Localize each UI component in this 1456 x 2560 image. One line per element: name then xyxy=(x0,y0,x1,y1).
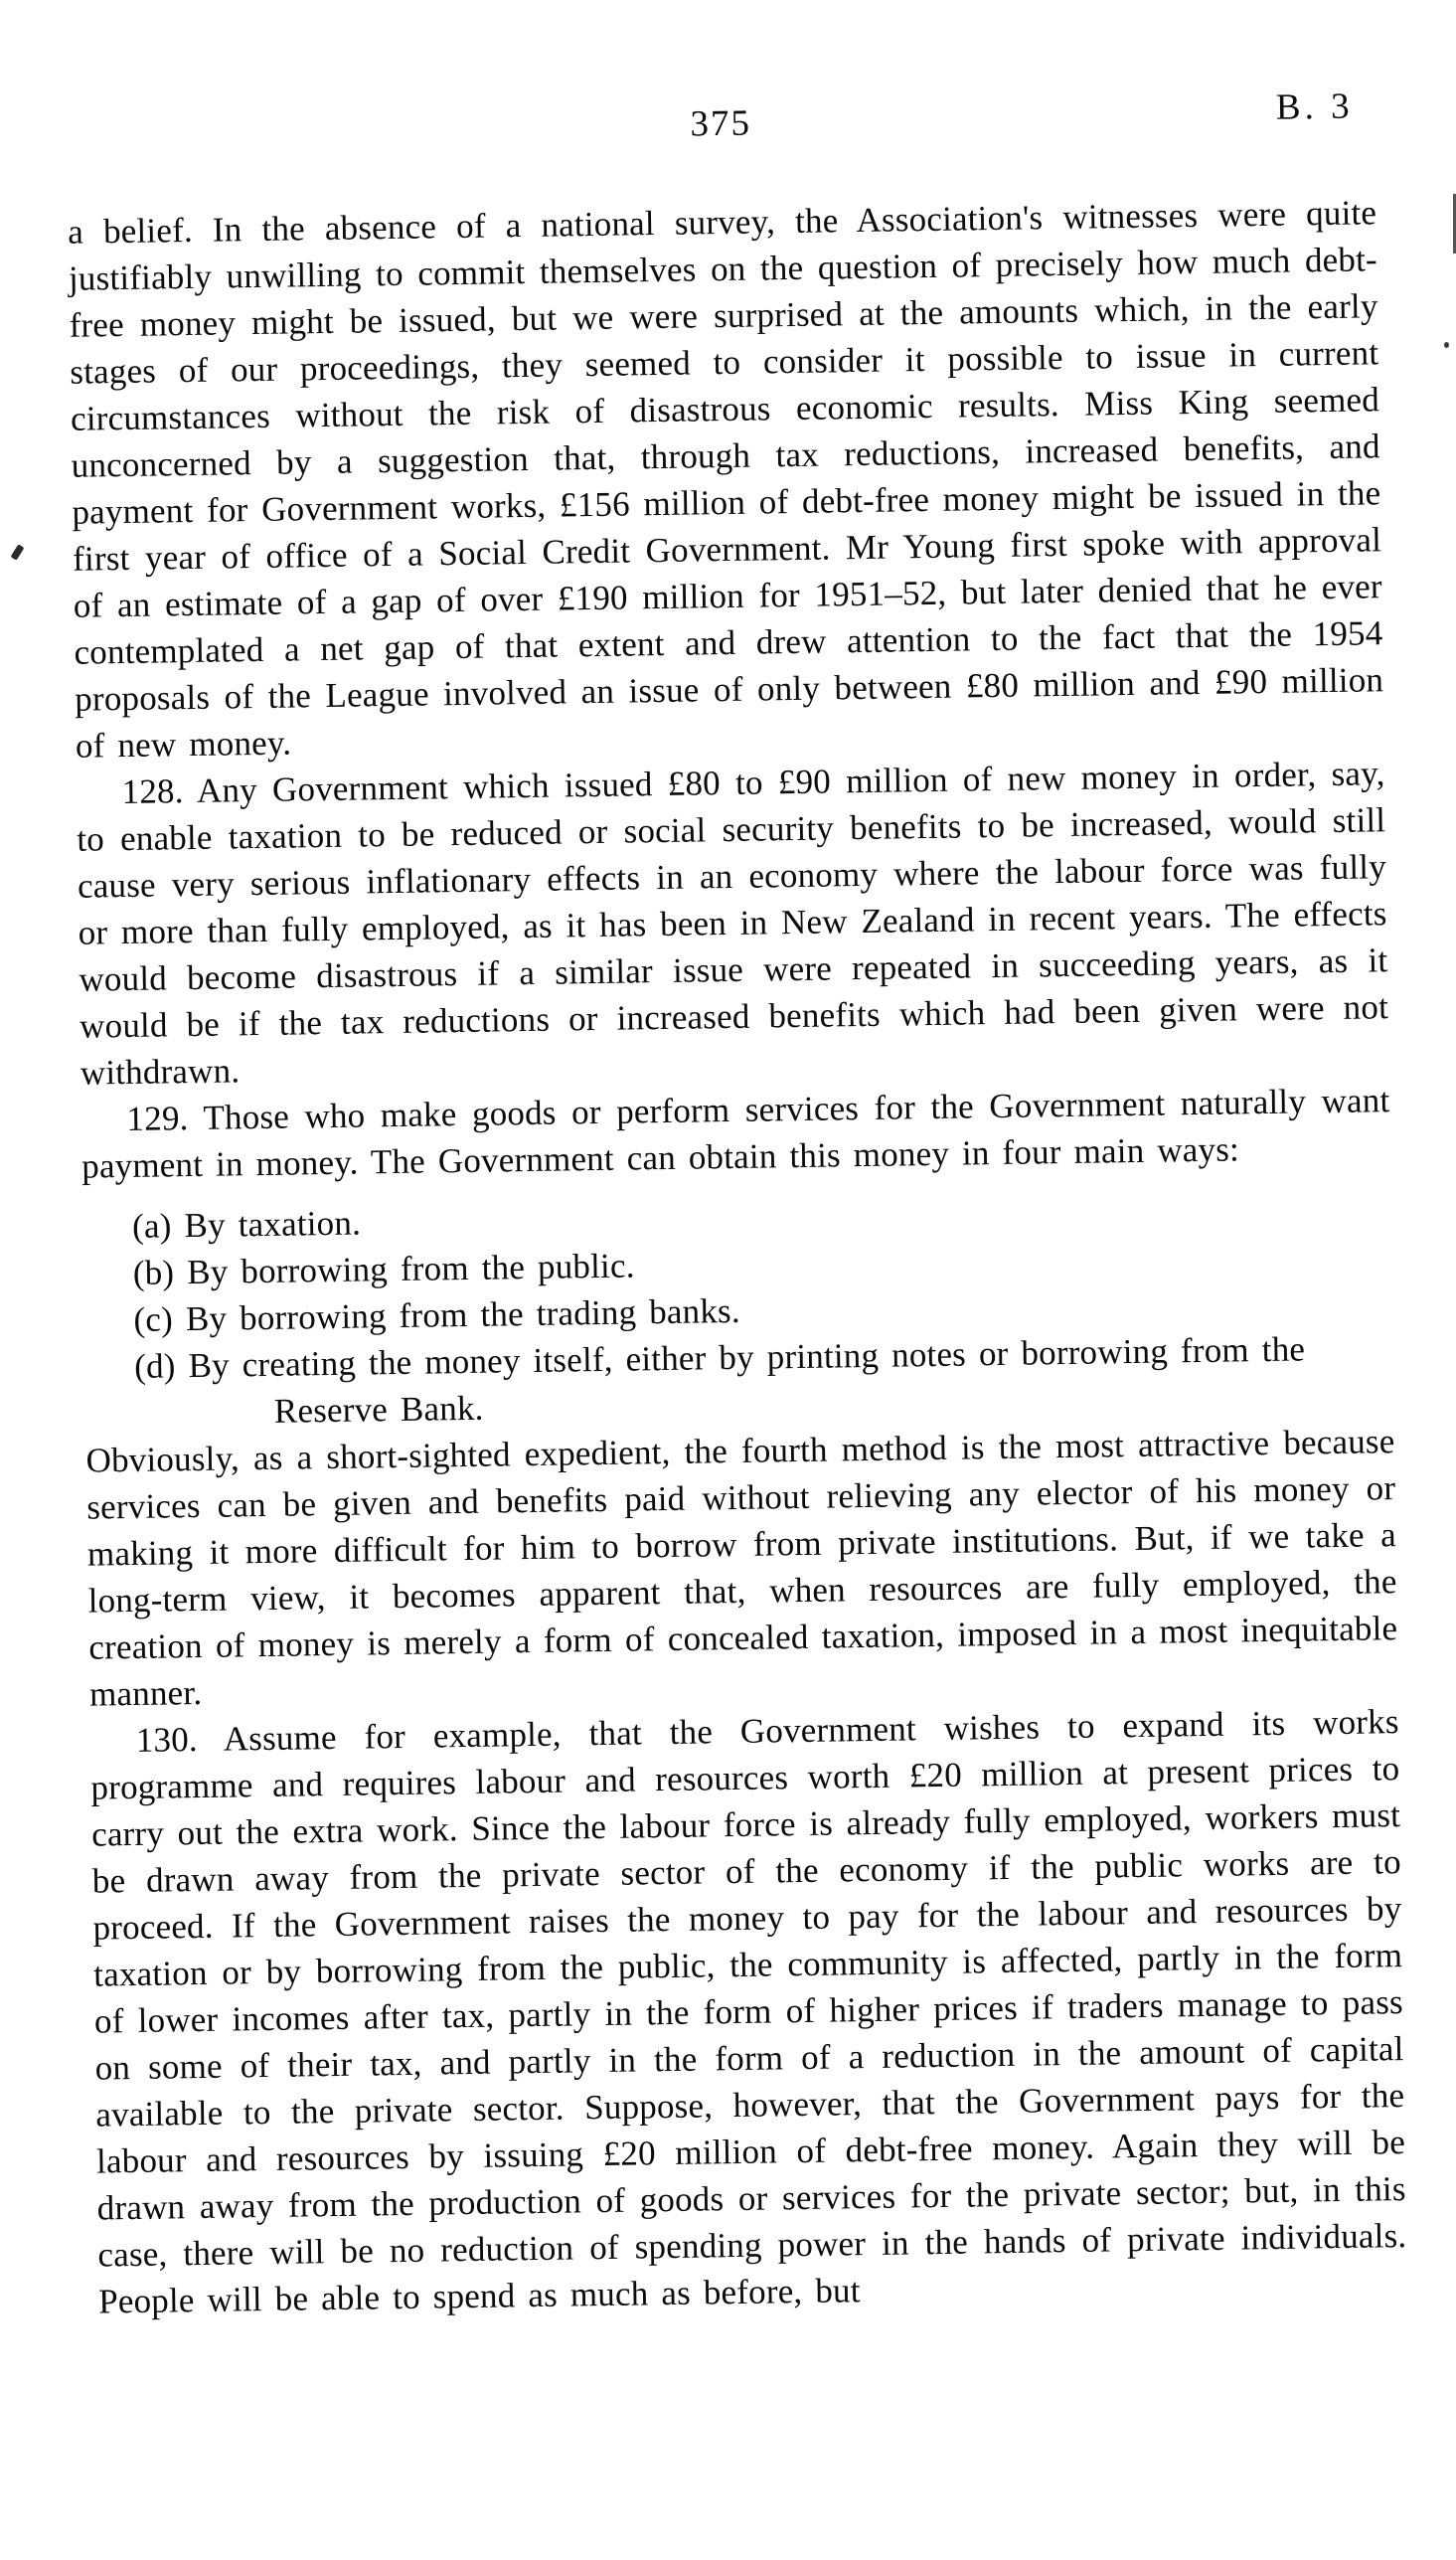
page-header xyxy=(66,85,1375,157)
section-reference: B. 3 xyxy=(1275,85,1354,128)
paragraph-128: 128. Any Government which issued £80 to £90 million of new money in order, say, to enable taxation to be reduced or social security benefits to be increased, would still cause very serious inflationary effects in an economy where the labour force was fully or more than fully employed, as it has been in New Zealand in recent years. The effects would become disastrous if a similar issue were repeated in succeeding years, as it would be if the tax reductions or increased benefits which had been given were not withdrawn. xyxy=(77,754,1389,1093)
paragraph-fourth-method: Obviously, as a short-sighted expedient, the fourth method is the most attractive because services can be given and benefits paid without relieving any elector of his money or making it more difficult for him to borrow from private institutions. But, if we take a long-term view, it becomes apparent that, when resources are fully employed, the creation of money is merely a form of concealed taxation, imposed in a most inequitable manner. xyxy=(85,1422,1398,1714)
paragraph-129: 129. Those who make goods or perform services for the Government naturally want payment in money. The Government can obtain this money in four main ways: xyxy=(81,1081,1390,1186)
list-item-label: (a) xyxy=(131,1206,172,1246)
paragraph-continuation: a belief. In the absence of a national survey, the Association's witnesses were quite justifiably unwilling to commit themselves on the question of precisely how much debt-free money might be issued, but we were surprised at the amounts which, in the early stages of our proceedings, they seemed to consider it possible to issue in current circumstances without the risk of disastrous economic results. Miss King seemed unconcerned by a suggestion that, through tax reductions, increased benefits, and payment for Government works, £156 million of debt-free money might be issued in the first year of office of a Social Credit Government. Mr Young first spoke with approval of an estimate of a gap of over £190 million for 1951–52, but later denied that he ever contemplated a net gap of that extent and drew attention to the fact that the 1954 proposals of the League involved an issue of only between £80 million and £90 million of new money. xyxy=(67,193,1384,766)
page-number: 375 xyxy=(690,102,752,145)
list-item-label: (b) xyxy=(132,1253,175,1292)
list-item-label: (d) xyxy=(133,1346,176,1386)
list-item-text: By borrowing from the public. xyxy=(186,1246,635,1292)
list-item-text: By creating the money itself, either by printing notes or borrowing from the Reserve Bank. xyxy=(188,1329,1306,1431)
funding-methods-list xyxy=(82,1184,1394,1438)
list-item-text: By taxation. xyxy=(184,1203,362,1246)
paragraph-130: 130. Assume for example, that the Government wishes to expand its works programme and requires labour and resources worth £20 million at present prices to carry out the extra work. Since the labour force is already fully employed, workers must be drawn away from the private sector of the economy if the public works are to proceed. If the Government raises the money to pay for the labour and resources by taxation or by borrowing from the public, the community is affected, partly in the form of lower incomes after tax, partly in the form of higher prices if traders manage to pass on some of their tax, and partly in the form of a reduction in the amount of capital available to the private sector. Suppose, however, that the Government pays for the labour and resources by issuing £20 million of debt-free money. Again they will be drawn away from the production of goods or services for the private sector; but, in this case, there will be no reduction of spending power in the hands of private individuals. People will be able to spend as much as before, but xyxy=(90,1702,1407,2321)
page-body xyxy=(68,189,1407,2324)
list-item-text: By borrowing from the trading banks. xyxy=(185,1290,741,1339)
list-item-label: (c) xyxy=(133,1299,174,1339)
